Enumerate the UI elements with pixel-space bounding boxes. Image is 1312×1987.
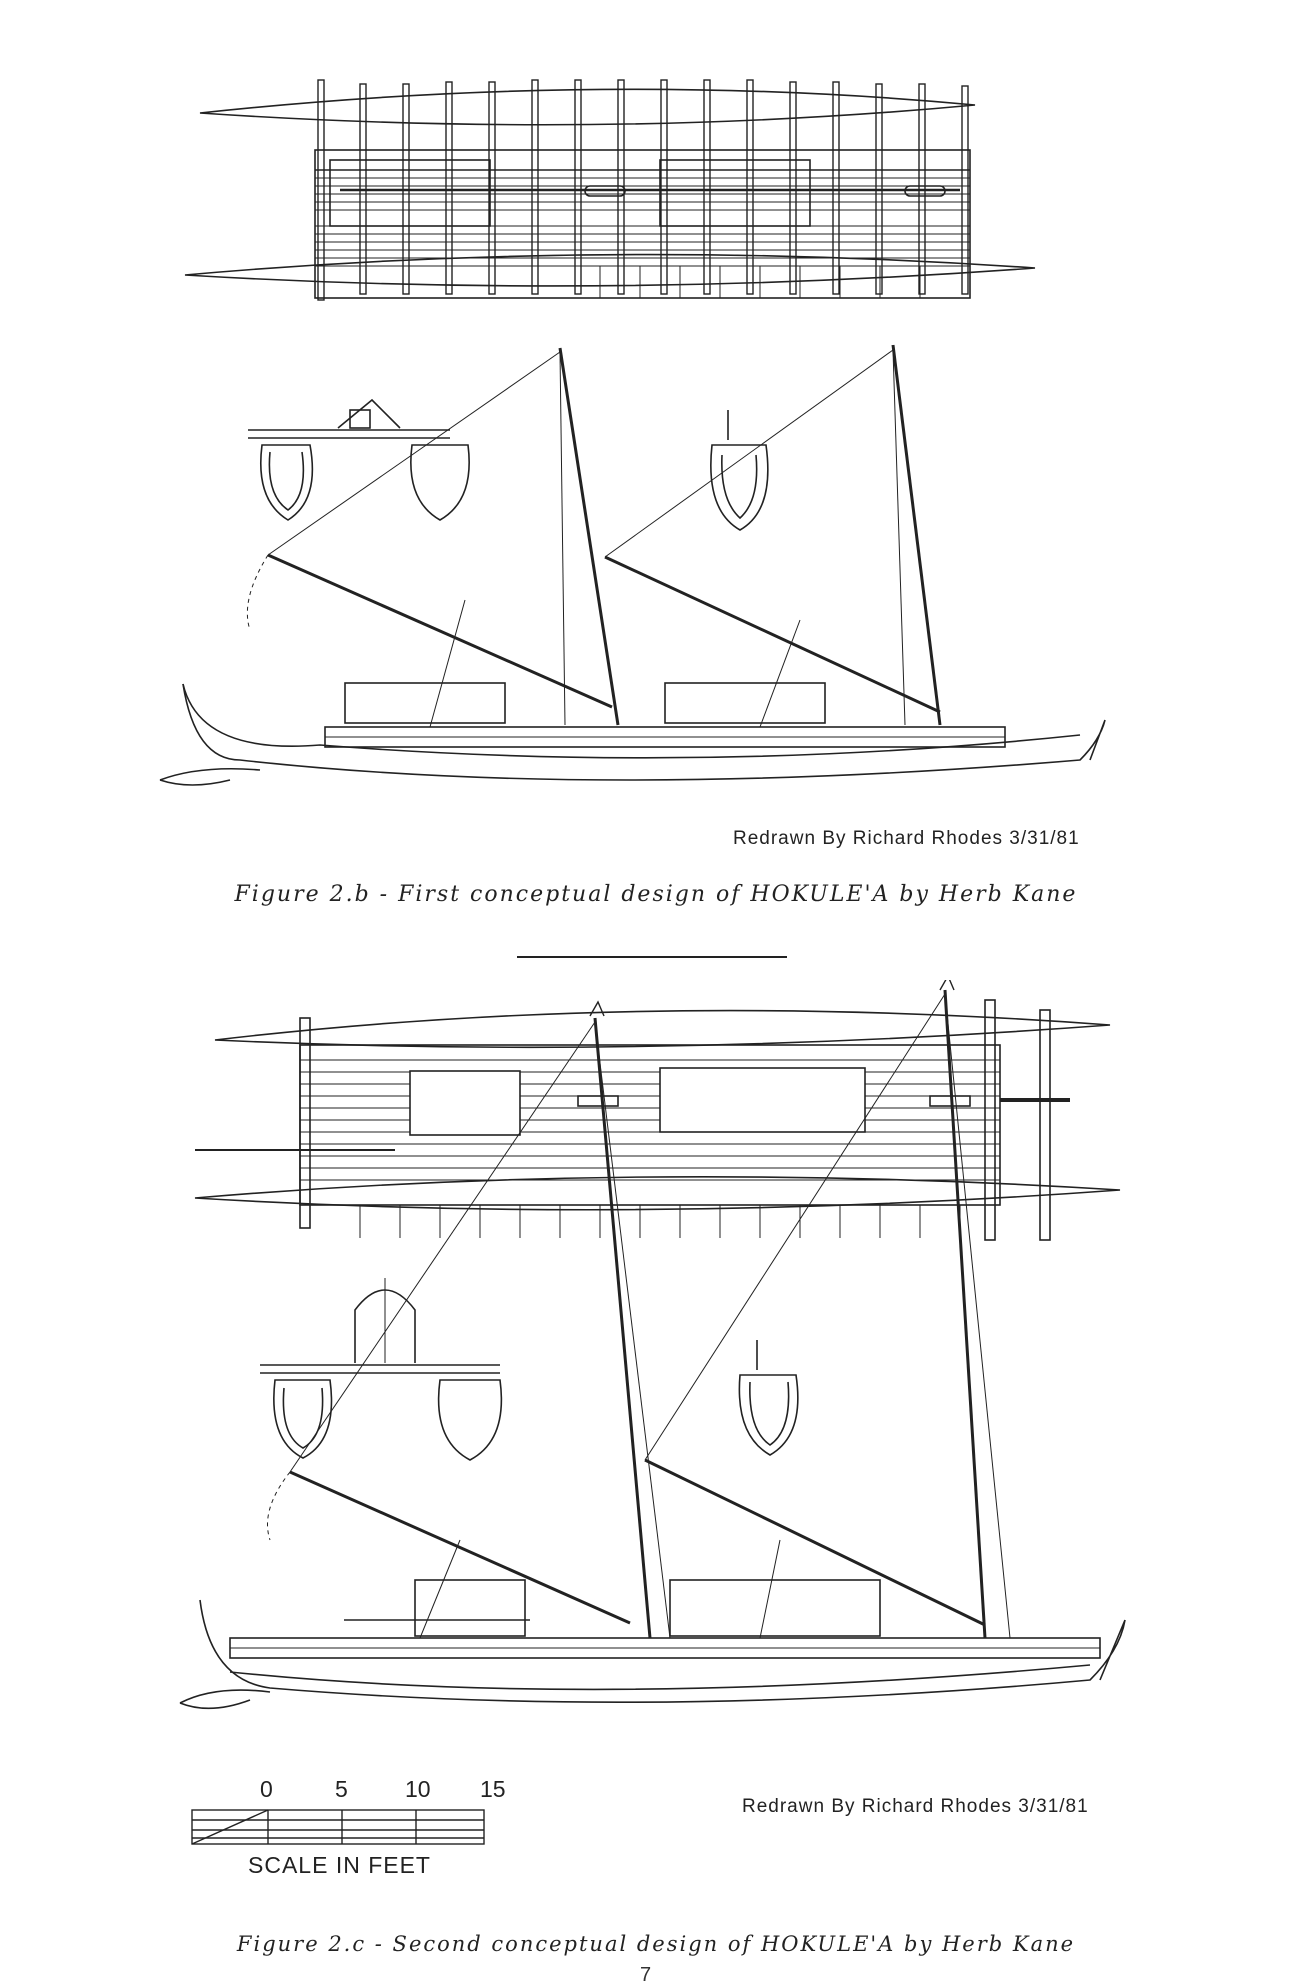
figure-2c-credit: Redrawn By Richard Rhodes 3/31/81 — [742, 1796, 1089, 1817]
figure-2b-cross-sections — [248, 400, 768, 530]
scale-tick-labels — [190, 1776, 520, 1806]
figure-2b-profile-view — [160, 345, 1105, 785]
figure-2b-plan-view — [185, 80, 1035, 300]
page-number: 7 — [640, 1964, 652, 1986]
scale-tick: 10 — [405, 1776, 431, 1802]
figure-2b-drawing — [0, 0, 1312, 820]
figure-2c-cross-sections — [260, 1278, 798, 1460]
figure-divider — [517, 956, 787, 958]
figure-2b-caption: Figure 2.b - First conceptual design of HOKULE'A by Herb Kane — [234, 882, 1078, 907]
scale-tick: 5 — [335, 1776, 348, 1802]
figure-2c-plan-view — [195, 1000, 1120, 1240]
figure-2c-caption: Figure 2.c - Second conceptual design of HOKULE'A by Herb Kane — [236, 1932, 1076, 1956]
scale-label: SCALE IN FEET — [248, 1852, 431, 1878]
figure-2c-drawing — [0, 980, 1312, 1780]
scale-tick: 15 — [480, 1776, 506, 1802]
figure-2b-credit: Redrawn By Richard Rhodes 3/31/81 — [733, 828, 1080, 849]
figure-2c-profile-view — [180, 980, 1125, 1708]
scale-tick: 0 — [260, 1776, 273, 1802]
scale-bar — [190, 1808, 490, 1850]
